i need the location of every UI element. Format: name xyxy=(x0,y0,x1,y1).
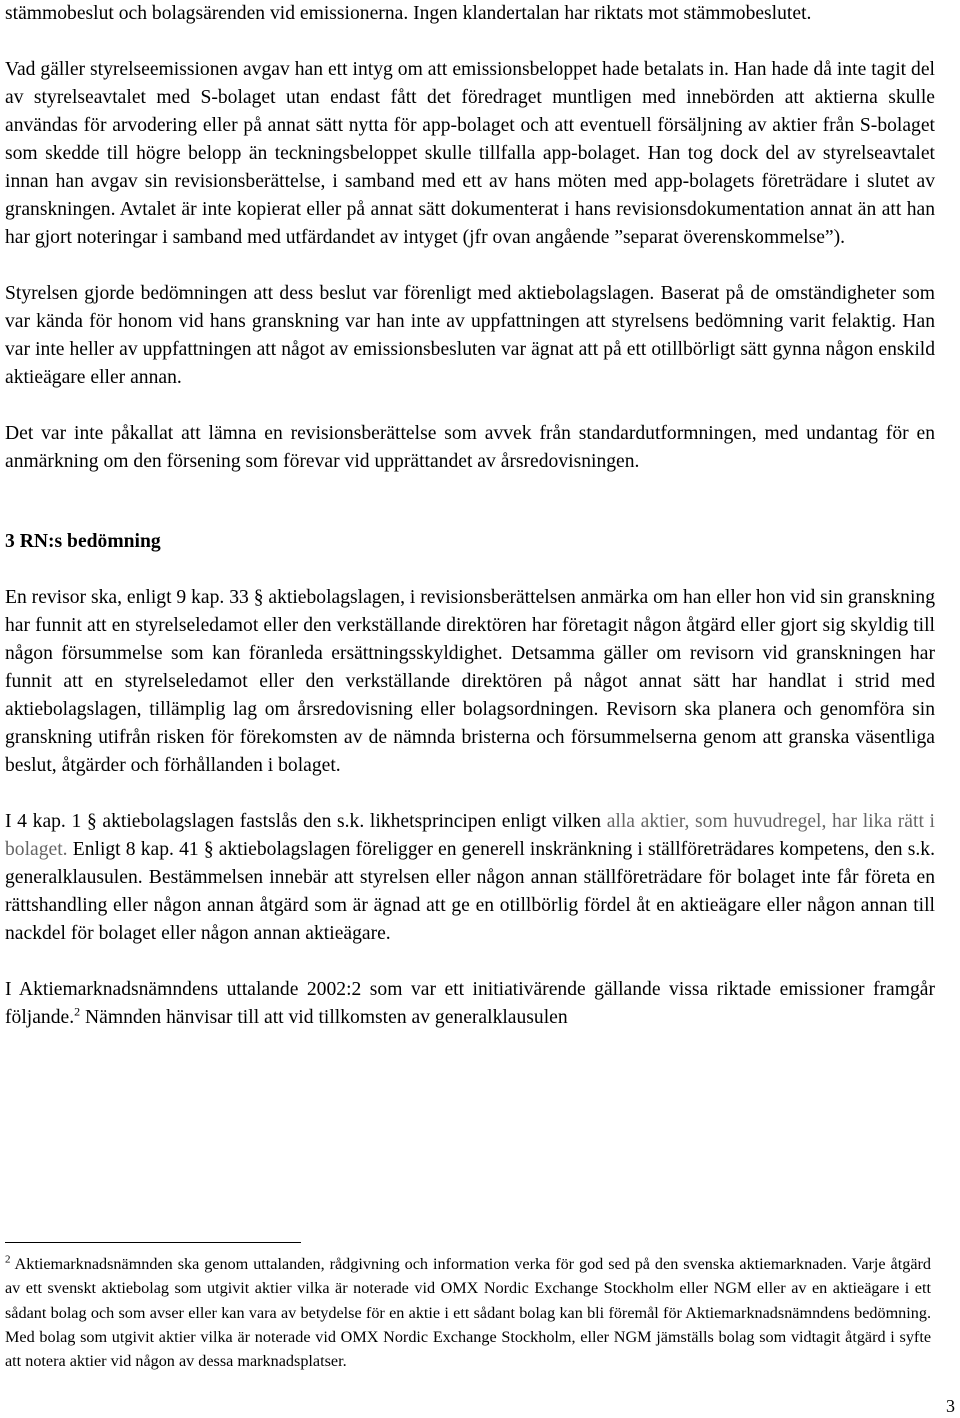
paragraph-7-rest: Nämnden hänvisar till att vid tillkomsten av generalklausulen xyxy=(80,1007,568,1028)
paragraph-7-start: I Aktiemarknadsnämndens uttalande 2002:2 som var ett initiativärende gällande vissa riktade emissioner framgår följande. xyxy=(5,979,935,1028)
paragraph-5: En revisor ska, enligt 9 kap. 33 § aktiebolagslagen, i revisionsberättelsen anmärka om han eller hon vid sin granskning har funnit att en styrelseledamot eller den verkställande direktören har företagit någon åtgärd eller gjort sig skyldig till någon försummelse som kan föranleda ersättningsskyldighet. Detsamma gäller om revisorn vid granskningen har funnit att en styrelseledamot eller den verkställande direktören på något annat sätt har handlat i strid med aktiebolagslagen, tillämplig lag om årsredovisning eller bolagsordningen. Revisorn ska planera och genomföra sin granskning utifrån risken för förekomsten av de nämnda bristerna och försummelserna genom att granska väsentliga beslut, åtgärder och förhållanden i bolaget. xyxy=(5,587,935,776)
paragraph-1: stämmobeslut och bolagsärenden vid emissionerna. Ingen klandertalan har riktats mot stämmobeslutet. xyxy=(5,3,812,24)
paragraph-6-quote: alla aktier, som huvudregel, har lika rätt i bolaget. xyxy=(5,811,935,860)
footnote xyxy=(5,1252,931,1373)
paragraph-6-start: I 4 kap. 1 § aktiebolagslagen fastslås den s.k. likhetsprincipen enligt vilken xyxy=(5,811,607,832)
footnote-text: Aktiemarknadsnämnden ska genom uttalanden, rådgivning och information verka för god sed på den svenska aktiemarknaden. Varje åtgärd av ett svenskt aktiebolag som utgivit aktier vilka är noterade vid OMX Nordic Exchange Stockholm eller NGM eller av en aktieägare i ett sådant bolag och som avser eller kan vara av betydelse för en aktie i ett sådant bolag kan bli föremål för Aktiemarknadsnämndens bedömning. Med bolag som utgivit aktier vilka är noterade vid OMX Nordic Exchange Stockholm, eller NGM jämställs bolag som vidtagit åtgärd i syfte att notera aktier vid någon av dessa marknadsplatser. xyxy=(5,1255,931,1371)
paragraph-7 xyxy=(5,976,935,1032)
footnote-mark: 2 xyxy=(5,1253,11,1266)
paragraph-3: Styrelsen gjorde bedömningen att dess beslut var förenligt med aktiebolagslagen. Baserat på de omständigheter som var kända för honom vid hans granskning var han inte av uppfattningen att styrelsens bedömning varit felaktig. Han var inte heller av uppfattningen att något av emissionsbesluten var ägnat att på ett otillbörligt sätt gynna någon enskild aktieägare eller annan. xyxy=(5,283,935,388)
footnote-reference[interactable]: 2 xyxy=(74,1004,81,1019)
footnote-divider xyxy=(5,1242,301,1243)
paragraph-4: Det var inte påkallat att lämna en revisionsberättelse som avvek från standardutformningen, med undantag för en anmärkning om den försening som förevar vid upprättandet av årsredovisningen. xyxy=(5,423,935,472)
paragraph-2: Vad gäller styrelseemissionen avgav han ett intyg om att emissionsbeloppet hade betalats in. Han hade då inte tagit del av styrelseavtalet med S-bolaget utan endast fått det föredraget muntligen med innebörden att aktierna skulle användas för arvodering eller på annat sätt nytta för app-bolaget och att eventuell försäljning av aktier från S-bolaget som skedde till högre belopp än teckningsbeloppet skulle tillfalla app-bolaget. Han tog dock del av styrelseavtalet innan han avgav sin revisionsberättelse, i samband med ett av hans möten med app-bolagets företrädare i slutet av granskningen. Avtalet är inte kopierat eller på annat sätt dokumenterat i hans revisionsdokumentation annat än att han har gjort noteringar i samband med utfärdandet av intyget (jfr ovan angående ”separat överenskommelse”). xyxy=(5,59,935,248)
section-heading: 3 RN:s bedömning xyxy=(5,531,161,552)
document-page xyxy=(5,0,935,1032)
paragraph-6-rest: Enligt 8 kap. 41 § aktiebolagslagen föreligger en generell inskränkning i ställföreträdares kompetens, den s.k. generalklausulen. Bestämmelsen innebär att styrelsen eller någon annan ställföreträdare för bolaget inte får företa en rättshandling eller någon annan åtgärd som är ägnad att ge en otillbörlig fördel åt en aktieägare eller någon annan till nackdel för bolaget eller någon annan aktieägare. xyxy=(5,839,935,944)
paragraph-6 xyxy=(5,808,935,948)
page-number: 3 xyxy=(946,1396,955,1416)
